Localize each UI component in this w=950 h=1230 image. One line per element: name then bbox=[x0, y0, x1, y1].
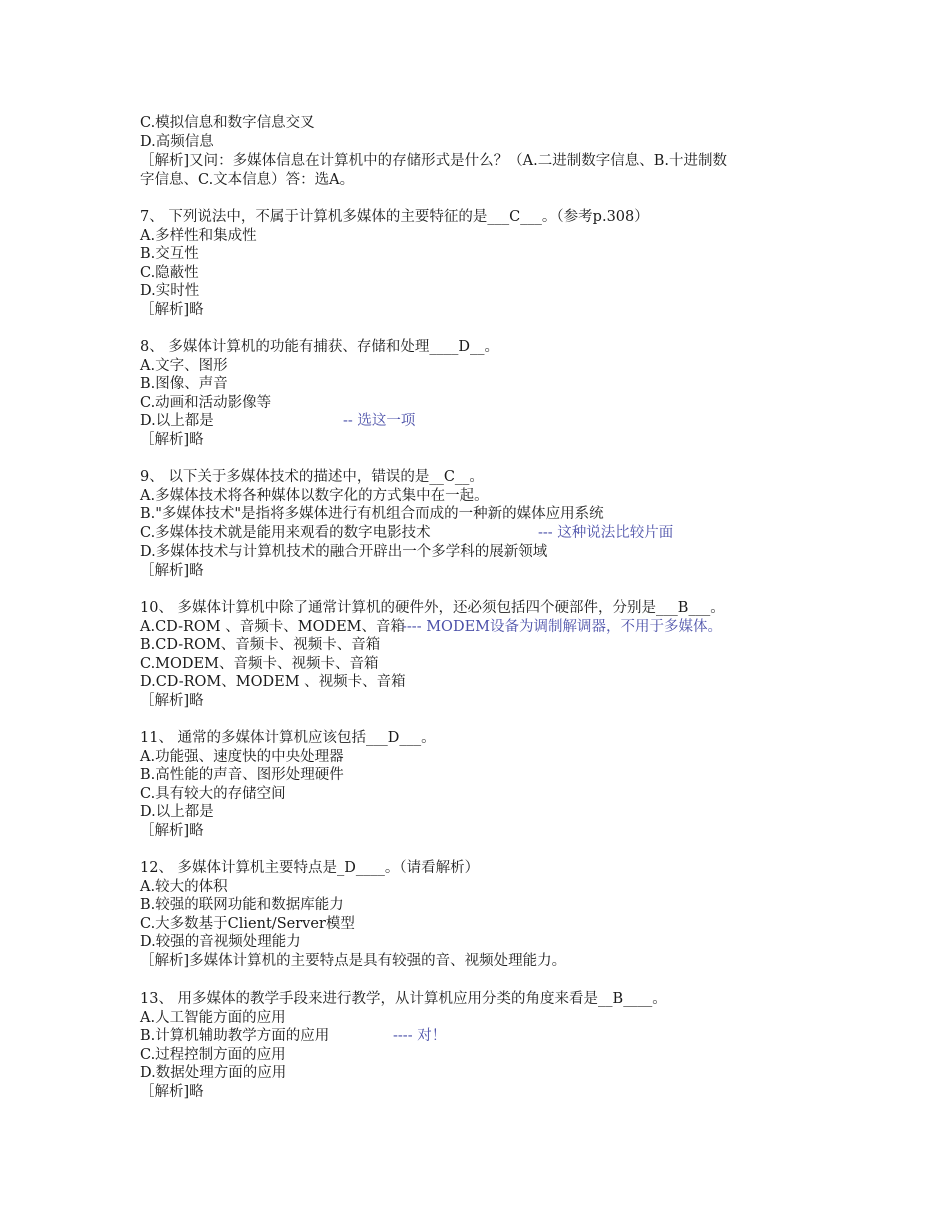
option-a: A.CD-ROM 、音频卡、MODEM、音箱 bbox=[140, 619, 406, 635]
option-a: A.功能强、速度快的中央处理器 bbox=[140, 749, 344, 765]
question-stem: 9、 以下关于多媒体技术的描述中，错误的是__C__。 bbox=[140, 469, 484, 485]
option-c: C.大多数基于Client/Server模型 bbox=[140, 916, 355, 932]
analysis-line: ［解析]多媒体计算机的主要特点是具有较强的音、视频处理能力。 bbox=[140, 953, 567, 969]
option-d: D.较强的音视频处理能力 bbox=[140, 934, 301, 950]
option-a: A.多媒体技术将各种媒体以数字化的方式集中在一起。 bbox=[140, 488, 489, 504]
option-a: A.较大的体积 bbox=[140, 879, 228, 895]
option-c: C.具有较大的存储空间 bbox=[140, 786, 286, 802]
answer-note: --- 这种说法比较片面 bbox=[538, 525, 674, 541]
analysis-line: ［解析]略 bbox=[140, 693, 204, 709]
question-stem: 13、 用多媒体的教学手段来进行教学，从计算机应用分类的角度来看是__B____。 bbox=[140, 991, 667, 1007]
question-stem: 11、 通常的多媒体计算机应该包括___D___。 bbox=[140, 730, 436, 746]
option-c: C.多媒体技术就是能用来观看的数字电影技术 bbox=[140, 525, 431, 541]
question-stem: 12、 多媒体计算机主要特点是_D____。（请看解析） bbox=[140, 860, 480, 876]
option-b: B."多媒体技术"是指将多媒体进行有机组合而成的一种新的媒体应用系统 bbox=[140, 506, 604, 522]
option-b: B.较强的联网功能和数据库能力 bbox=[140, 897, 344, 913]
analysis-line: ［解析]略 bbox=[140, 823, 204, 839]
option-c: C.动画和活动影像等 bbox=[140, 395, 272, 411]
option-c: C.MODEM、音频卡、视频卡、音箱 bbox=[140, 656, 379, 672]
analysis-line: ［解析]略 bbox=[140, 302, 204, 318]
question-stem: 10、 多媒体计算机中除了通常计算机的硬件外，还必须包括四个硬部件，分别是___B___。 bbox=[140, 600, 725, 616]
option-b: B.交互性 bbox=[140, 246, 199, 262]
option-d: D.CD-ROM、MODEM 、视频卡、音箱 bbox=[140, 674, 406, 690]
option-c: C.过程控制方面的应用 bbox=[140, 1047, 286, 1063]
question-stem: 8、 多媒体计算机的功能有捕获、存储和处理____D__。 bbox=[140, 339, 499, 355]
question-stem: 7、 下列说法中，不属于计算机多媒体的主要特征的是___C___。（参考p.308） bbox=[140, 209, 649, 225]
option-d: D.以上都是 bbox=[140, 413, 214, 429]
option-a: A.文字、图形 bbox=[140, 358, 228, 374]
answer-note: ---- 对！ bbox=[393, 1028, 447, 1044]
answer-note: ---- MODEM设备为调制解调器，不用于多媒体。 bbox=[402, 619, 722, 635]
option-c: C.隐蔽性 bbox=[140, 265, 199, 281]
option-d: D.多媒体技术与计算机技术的融合开辟出一个多学科的展新领域 bbox=[140, 544, 548, 560]
option-d: D.数据处理方面的应用 bbox=[140, 1065, 287, 1081]
option-b: B.计算机辅助教学方面的应用 bbox=[140, 1028, 330, 1044]
option-d: D.以上都是 bbox=[140, 804, 214, 820]
option-a: A.多样性和集成性 bbox=[140, 228, 257, 244]
option-d: D.高频信息 bbox=[140, 134, 214, 150]
option-b: B.图像、声音 bbox=[140, 376, 228, 392]
option-d: D.实时性 bbox=[140, 283, 200, 299]
answer-note: -- 选这一项 bbox=[343, 413, 416, 429]
analysis-line: ［解析]略 bbox=[140, 563, 204, 579]
analysis-line: ［解析]略 bbox=[140, 1084, 204, 1100]
option-b: B.CD-ROM、音频卡、视频卡、音箱 bbox=[140, 637, 381, 653]
option-a: A.人工智能方面的应用 bbox=[140, 1010, 286, 1026]
option-b: B.高性能的声音、图形处理硬件 bbox=[140, 767, 344, 783]
analysis-line-cont: 字信息、C.文本信息）答：选A。 bbox=[140, 172, 355, 188]
analysis-line: ［解析]略 bbox=[140, 432, 204, 448]
option-c: C.模拟信息和数字信息交叉 bbox=[140, 115, 315, 131]
analysis-line: ［解析]又问：多媒体信息在计算机中的存储形式是什么？（A.二进制数字信息、B.十进制数 bbox=[140, 153, 727, 169]
